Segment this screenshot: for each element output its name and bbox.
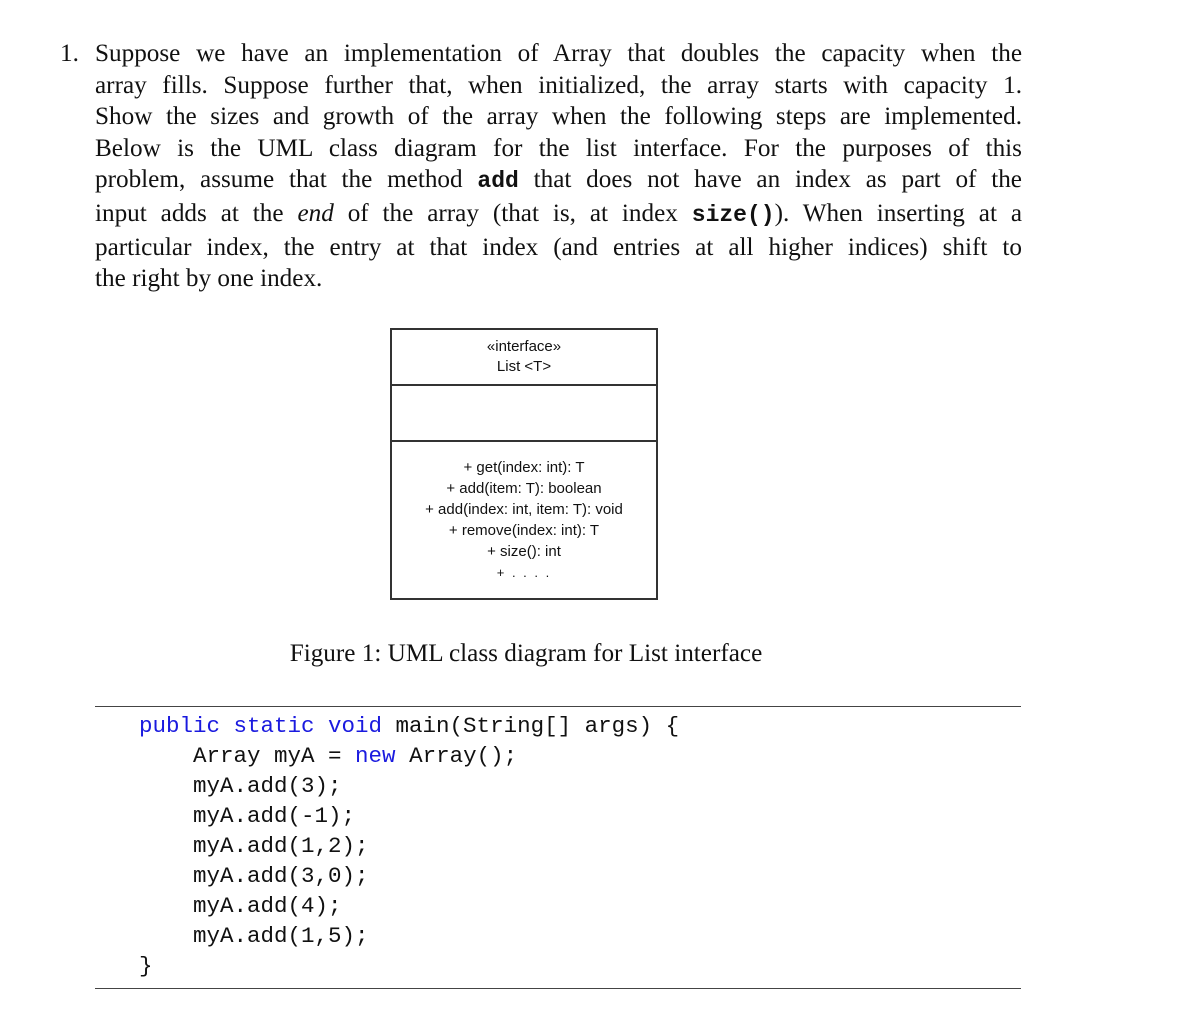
code-text: Array(); bbox=[395, 743, 518, 769]
inline-code-size: size() bbox=[691, 201, 775, 228]
code-line: myA.add(3,0); bbox=[139, 863, 369, 889]
code-line bbox=[139, 741, 679, 771]
uml-operation: + remove(index: int): T bbox=[448, 522, 600, 539]
text-fragment: problem, assume that the method bbox=[95, 166, 478, 194]
code-text: Array myA = bbox=[139, 743, 356, 769]
code-line bbox=[139, 711, 679, 741]
code-keyword: public static void bbox=[139, 713, 383, 739]
code-top-rule bbox=[95, 706, 1021, 707]
figure-caption: Figure 1: UML class diagram for List interface bbox=[289, 640, 763, 667]
text-fragment: of the array (that is, at index bbox=[333, 199, 692, 227]
code-keyword: new bbox=[355, 743, 396, 769]
uml-operation: + get(index: int): T bbox=[463, 459, 585, 476]
problem-line: the right by one index. bbox=[95, 265, 323, 293]
code-line: myA.add(3); bbox=[139, 773, 342, 799]
uml-operations bbox=[392, 442, 656, 583]
uml-class-name: List <T> bbox=[496, 358, 552, 375]
code-line: } bbox=[139, 953, 153, 979]
problem-line: Show the sizes and growth of the array when the following steps are implemented. bbox=[95, 103, 1022, 131]
emphasis-end: end bbox=[297, 199, 334, 227]
text-fragment: ). When inserting at a bbox=[774, 199, 1022, 227]
problem-line: particular index, the entry at that index (and entries at all higher indices) shift to bbox=[95, 233, 1022, 261]
uml-operation: + add(item: T): boolean bbox=[446, 480, 602, 497]
uml-class-diagram bbox=[390, 328, 658, 600]
problem-line: array fills. Suppose further that, when initialized, the array starts with capacity 1. bbox=[95, 71, 1022, 99]
uml-more-operations: + . . . . bbox=[496, 565, 552, 580]
inline-code-add: add bbox=[477, 168, 519, 195]
uml-operation: + add(index: int, item: T): void bbox=[425, 501, 623, 518]
text-fragment: that does not have an index as part of the bbox=[518, 166, 1022, 194]
code-line: myA.add(4); bbox=[139, 893, 342, 919]
code-line: myA.add(-1); bbox=[139, 803, 356, 829]
code-listing bbox=[139, 711, 679, 981]
uml-operation: + size(): int bbox=[487, 543, 561, 560]
uml-stereotype: «interface» bbox=[486, 338, 562, 355]
problem-line: Suppose we have an implementation of Array that doubles the capacity when the bbox=[95, 40, 1022, 67]
code-line: myA.add(1,2); bbox=[139, 833, 369, 859]
problem-statement bbox=[60, 38, 1022, 295]
problem-line bbox=[95, 198, 1022, 232]
problem-line bbox=[95, 164, 1022, 198]
problem-number: 1. bbox=[60, 40, 79, 67]
uml-attributes bbox=[392, 386, 656, 442]
code-text: main(String[] args) { bbox=[382, 713, 680, 739]
text-fragment: input adds at the bbox=[95, 199, 298, 227]
problem-line: Below is the UML class diagram for the list interface. For the purposes of this bbox=[95, 134, 1022, 162]
uml-header bbox=[392, 330, 656, 386]
code-line: myA.add(1,5); bbox=[139, 923, 369, 949]
code-bottom-rule bbox=[95, 988, 1021, 989]
